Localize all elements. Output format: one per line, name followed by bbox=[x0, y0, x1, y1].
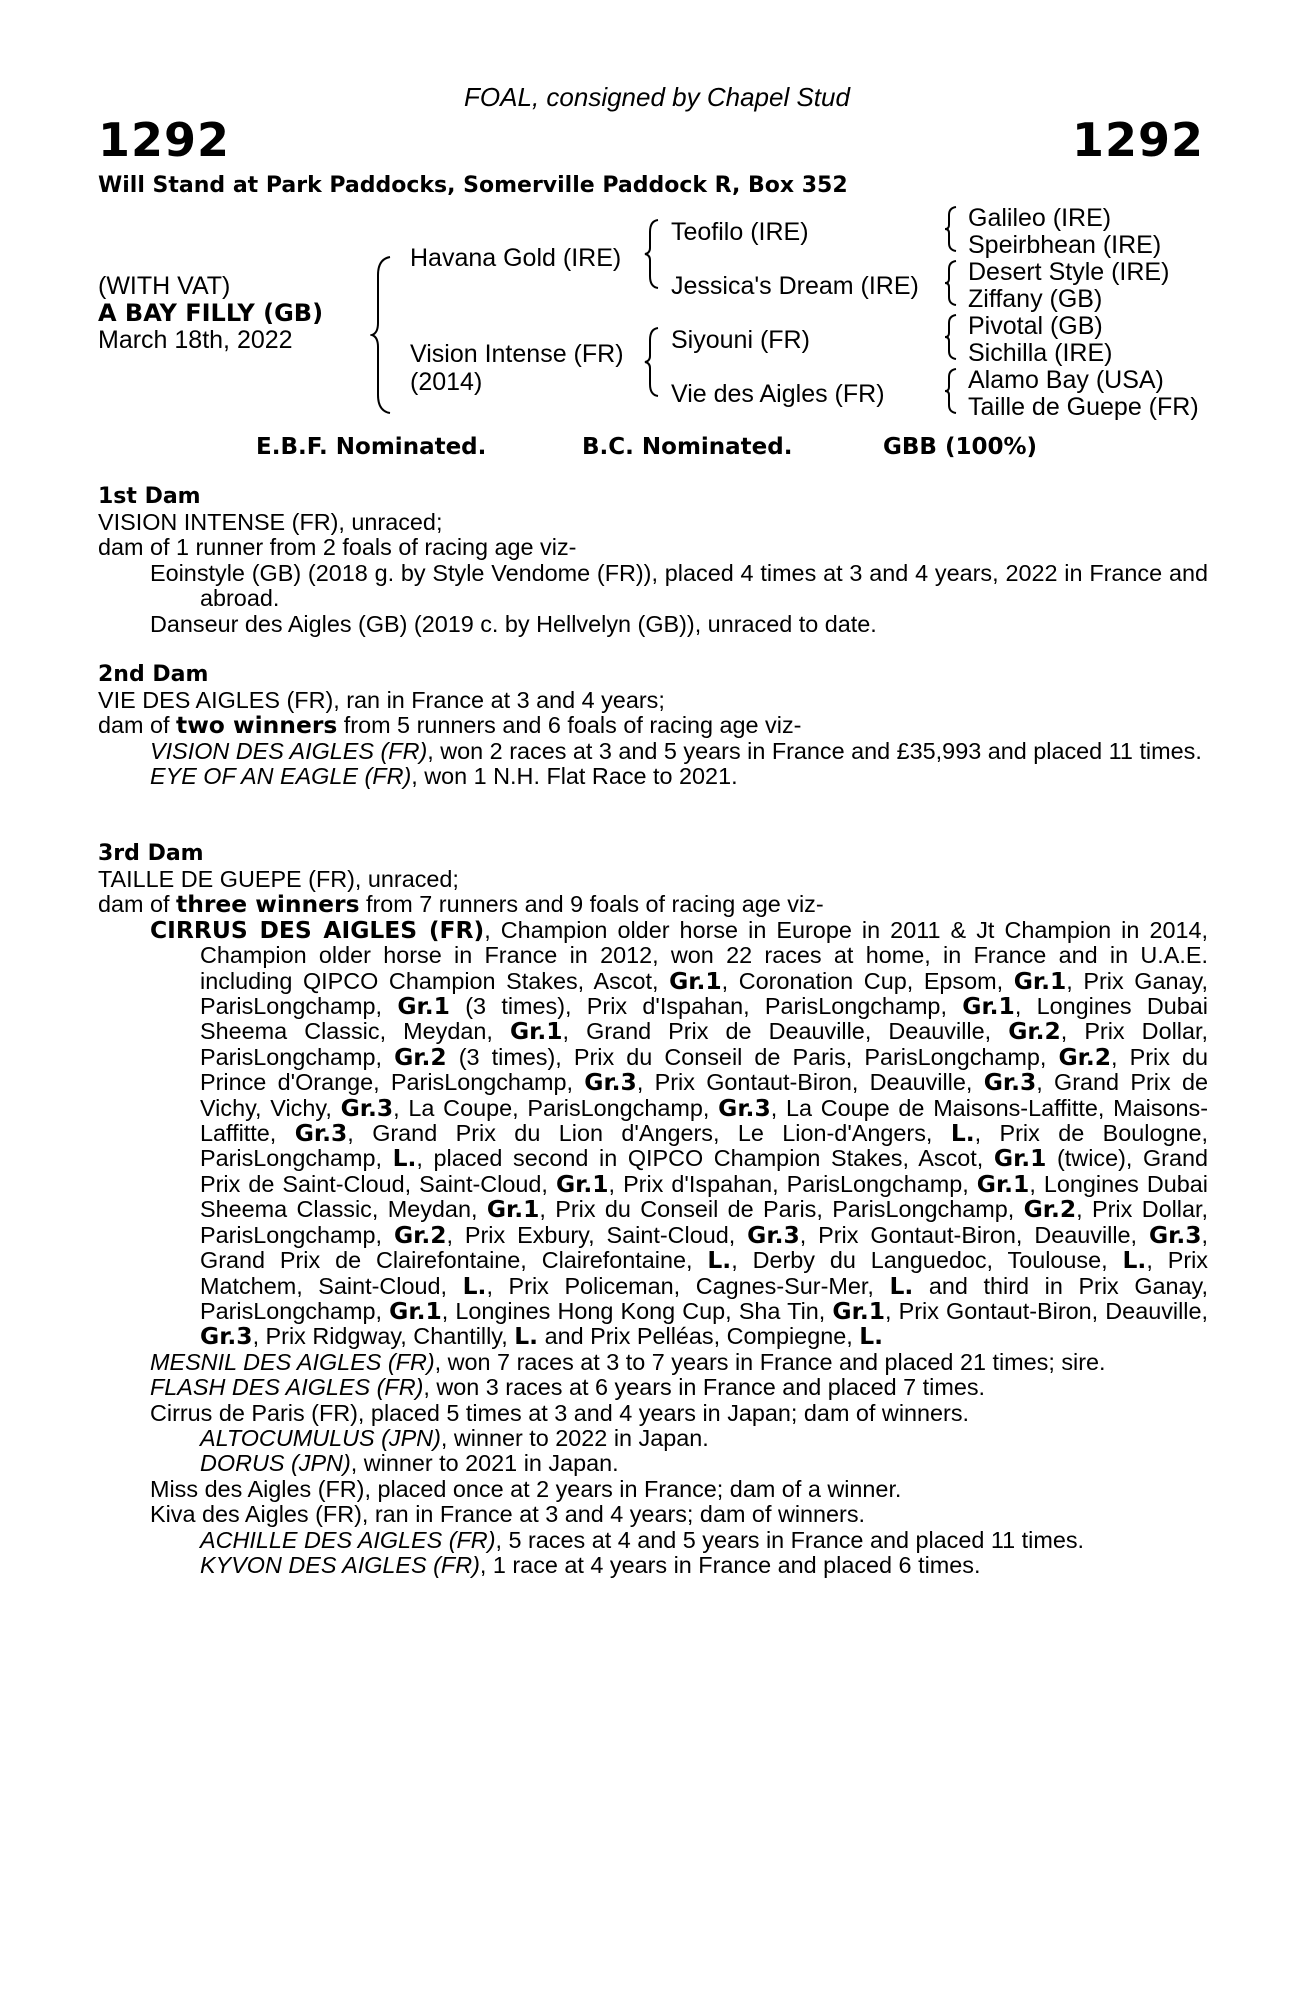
brace-sire-parents bbox=[644, 218, 660, 290]
race-record-text: , placed second in QIPCO Champion Stakes, Ascot, bbox=[416, 1145, 994, 1172]
race-record-text: , Prix Dollar, ParisLongchamp, bbox=[200, 1018, 1208, 1070]
race-grade: Gr.3 bbox=[200, 1322, 253, 1351]
produce-eoinstyle: Eoinstyle (GB) (2018 g. by Style Vendome (FR)), placed 4 times at 3 and 4 years, 2022 in France and abroad. bbox=[150, 559, 1208, 612]
race-grade: Gr.3 bbox=[340, 1093, 394, 1122]
brace-gen3-1 bbox=[944, 205, 958, 253]
race-grade: L. bbox=[950, 1119, 975, 1148]
lot-number-right: 1292 bbox=[1071, 113, 1204, 167]
race-grade: Gr.3 bbox=[718, 1093, 771, 1122]
produce-kyvon-des-aigles: KYVON DES AIGLES (FR), 1 race at 4 years in France and placed 6 times. bbox=[200, 1551, 981, 1578]
race-record-text: and third in Prix Ganay, ParisLongchamp, bbox=[200, 1272, 1209, 1324]
produce-mesnil-des-aigles: MESNIL DES AIGLES (FR), won 7 races at 3 to 7 years in France and placed 21 times; sire. bbox=[150, 1348, 1106, 1375]
race-record-text: , Prix Matchem, Saint-Cloud, bbox=[200, 1247, 1208, 1299]
pedigree-brace-main bbox=[370, 255, 394, 415]
race-record-text: , Prix Policeman, Cagnes-Sur-Mer, bbox=[486, 1272, 890, 1299]
race-grade: Gr.1 bbox=[962, 992, 1015, 1021]
produce-eye-of-an-eagle: EYE OF AN EAGLE (FR), won 1 N.H. Flat Race to 2021. bbox=[150, 763, 738, 790]
gbb-percentage: GBB (100%) bbox=[883, 434, 1038, 460]
race-grade: Gr.2 bbox=[1058, 1042, 1112, 1071]
vat-label: (WITH VAT) bbox=[98, 272, 231, 300]
race-record-text: , Coronation Cup, Epsom, bbox=[721, 967, 1014, 994]
race-grade: L. bbox=[859, 1322, 884, 1351]
gen3-speirbhean: Speirbhean (IRE) bbox=[968, 231, 1162, 259]
race-grade: L. bbox=[707, 1246, 732, 1275]
produce-cirrus-des-aigles: CIRRUS DES AIGLES (FR), Champion older horse in Europe in 2011 & Jt Champion in 2014, Champion older horse in France in 2012, won 22 races at home, in France and in U.A.E. including QIPCO Champion Stakes, Ascot, Gr.1, Coronation Cup, Epsom, Gr.1, Prix Ganay, ParisLongchamp, Gr.1 (3 times), Prix d'Ispahan, ParisLongchamp, Gr.1, Longines Dubai Sheema Classic, Meydan, Gr.1, Grand Prix de Deauville, Deauville, Gr.2, Prix Dollar, ParisLongchamp, Gr.2 (3 times), Prix du Conseil de Paris, ParisLongchamp, Gr.2, Prix du Prince d'Orange, ParisLongchamp, Gr.3, Prix Gontaut-Biron, Deauville, Gr.3, Grand Prix de Vichy, Vichy, Gr.3, La Coupe, ParisLongchamp, Gr.3, La Coupe de Maisons-Laffitte, Maisons-Laffitte, Gr.3, Grand Prix du Lion d'Angers, Le Lion-d'Angers, L., Prix de Boulogne, ParisLongchamp, L., placed second in QIPCO Champion Stakes, Ascot, Gr.1 (twice), Grand Prix de Saint-Cloud, Saint-Cloud, Gr.1, Prix d'Ispahan, ParisLongchamp, Gr.1, Longines Dubai Sheema Classic, Meydan, Gr.1, Prix du Conseil de Paris, ParisLongchamp, Gr.2, Prix Dollar, ParisLongchamp, Gr.2, Prix Exbury, Saint-Cloud, Gr.3, Prix Gontaut-Biron, Deauville, Gr.3, Grand Prix de Clairefontaine, Clairefontaine, L., Derby du Languedoc, Toulouse, L., Prix Matchem, Saint-Cloud, L., Prix Policeman, Cagnes-Sur-Mer, L. and third in Prix Ganay, ParisLongchamp, Gr.1, Longines Hong Kong Cup, Sha Tin, Gr.1, Prix Gontaut-Biron, Deauville, Gr.3, Prix Ridgway, Chantilly, L. and Prix Pelléas, Compiegne, L. bbox=[150, 915, 1209, 1351]
third-dam-heading: 3rd Dam bbox=[98, 841, 204, 866]
race-record-text: , La Coupe, ParisLongchamp, bbox=[393, 1094, 719, 1121]
race-grade: Gr.1 bbox=[976, 1169, 1030, 1198]
race-record-text: , Prix du Prince d'Orange, ParisLongchamp, bbox=[200, 1043, 1208, 1096]
first-dam-line: VISION INTENSE (FR), unraced; bbox=[98, 509, 443, 535]
sire-sire: Teofilo (IRE) bbox=[671, 218, 809, 246]
brace-dam-parents bbox=[644, 326, 660, 398]
race-record-text: , Grand Prix de Deauville, Deauville, bbox=[562, 1018, 1009, 1045]
race-record-text: , Prix Dollar, ParisLongchamp, bbox=[200, 1196, 1208, 1248]
gen3-pivotal: Pivotal (GB) bbox=[968, 312, 1103, 340]
lot-title: A BAY FILLY (GB) bbox=[98, 299, 324, 327]
second-dam-line: VIE DES AIGLES (FR), ran in France at 3 and 4 years; bbox=[98, 687, 665, 713]
foaling-date: March 18th, 2022 bbox=[98, 326, 293, 354]
race-grade: Gr.3 bbox=[983, 1068, 1037, 1097]
stand-info: Will Stand at Park Paddocks, Somerville Paddock R, Box 352 bbox=[98, 173, 848, 198]
race-grade: Gr.1 bbox=[832, 1296, 885, 1325]
gen3-galileo: Galileo (IRE) bbox=[968, 204, 1112, 232]
first-dam-heading: 1st Dam bbox=[98, 484, 201, 509]
race-grade: Gr.3 bbox=[294, 1119, 348, 1148]
race-record-text: and Prix Pelléas, Compiegne, bbox=[538, 1323, 860, 1350]
produce-danseur: Danseur des Aigles (GB) (2019 c. by Hellvelyn (GB)), unraced to date. bbox=[150, 610, 877, 637]
race-record-text: , La Coupe de Maisons-Laffitte, Maisons-Laffitte, bbox=[200, 1094, 1209, 1147]
brace-gen3-4 bbox=[944, 367, 958, 415]
race-record-text: , Prix Exbury, Saint-Cloud, bbox=[446, 1221, 748, 1248]
race-grade: Gr.1 bbox=[555, 1169, 609, 1198]
race-record-text: , Champion older horse in Europe in 2011 & Jt Champion in 2014, Champion older horse in France in 2012, won 22 races at home, in France and in U.A.E. including QIPCO Champion Stakes, Ascot, bbox=[200, 916, 1208, 994]
produce-cirrus-de-paris: Cirrus de Paris (FR), placed 5 times at 3 and 4 years in Japan; dam of winners. bbox=[150, 1399, 970, 1426]
race-grade: Gr.2 bbox=[1023, 1195, 1077, 1224]
race-grade: Gr.1 bbox=[669, 966, 722, 995]
third-dam-line: TAILLE DE GUEPE (FR), unraced; bbox=[98, 866, 459, 892]
race-record-text: , Grand Prix de Clairefontaine, Clairefontaine, bbox=[200, 1221, 1209, 1274]
second-dam-produce-summary: dam of two winners from 5 runners and 6 foals of racing age viz- bbox=[98, 711, 802, 740]
race-record-text: , Prix Gontaut-Biron, Deauville, bbox=[636, 1069, 984, 1096]
bc-nomination: B.C. Nominated. bbox=[582, 434, 793, 460]
produce-altocumulus: ALTOCUMULUS (JPN), winner to 2022 in Japan. bbox=[200, 1424, 709, 1451]
race-grade: L. bbox=[392, 1144, 417, 1173]
second-dam-heading: 2nd Dam bbox=[98, 662, 209, 687]
race-record-text: , Prix Gontaut-Biron, Deauville, bbox=[799, 1221, 1149, 1248]
dam-year: (2014) bbox=[410, 368, 483, 396]
race-grade: Gr.1 bbox=[389, 1296, 442, 1325]
race-record-text: , Longines Dubai Sheema Classic, Meydan, bbox=[200, 993, 1208, 1045]
consignment-line: FOAL, consigned by Chapel Stud bbox=[464, 82, 850, 112]
race-grade: Gr.1 bbox=[993, 1144, 1047, 1173]
race-record-text: , Grand Prix du Lion d'Angers, Le Lion-d'Angers, bbox=[347, 1120, 951, 1147]
race-record-text: (3 times), Prix d'Ispahan, ParisLongchamp, bbox=[449, 993, 963, 1020]
produce-flash-des-aigles: FLASH DES AIGLES (FR), won 3 races at 6 years in France and placed 7 times. bbox=[150, 1374, 986, 1401]
race-record-text: , Longines Hong Kong Cup, Sha Tin, bbox=[441, 1297, 833, 1324]
gen3-desert-style: Desert Style (IRE) bbox=[968, 258, 1170, 286]
brace-gen3-3 bbox=[944, 313, 958, 361]
race-grade: Gr.1 bbox=[1013, 966, 1067, 995]
produce-miss-des-aigles: Miss des Aigles (FR), placed once at 2 years in France; dam of a winner. bbox=[150, 1475, 902, 1502]
race-grade: L. bbox=[889, 1271, 914, 1300]
produce-dorus: DORUS (JPN), winner to 2021 in Japan. bbox=[200, 1450, 619, 1477]
race-record-text: , Prix Ganay, ParisLongchamp, bbox=[200, 967, 1208, 1020]
ebf-nomination: E.B.F. Nominated. bbox=[256, 434, 487, 460]
race-record-text: , Prix de Boulogne, ParisLongchamp, bbox=[200, 1120, 1208, 1172]
race-record-text: , Grand Prix de Vichy, Vichy, bbox=[200, 1069, 1208, 1121]
race-record-text: , Prix Ridgway, Chantilly, bbox=[252, 1323, 515, 1350]
race-grade: Gr.2 bbox=[1008, 1017, 1061, 1046]
sire-dam: Jessica's Dream (IRE) bbox=[671, 272, 919, 300]
race-record-text: , Longines Dubai Sheema Classic, Meydan, bbox=[200, 1170, 1208, 1223]
race-grade: L. bbox=[1122, 1246, 1147, 1275]
gen3-sichilla: Sichilla (IRE) bbox=[968, 339, 1113, 367]
gen3-taille-de-guepe: Taille de Guepe (FR) bbox=[968, 393, 1199, 421]
dam: Vision Intense (FR) bbox=[410, 340, 624, 368]
second-dam-section bbox=[98, 662, 1208, 790]
first-dam-produce-summary: dam of 1 runner from 2 foals of racing age viz- bbox=[98, 534, 577, 561]
produce-achille-des-aigles: ACHILLE DES AIGLES (FR), 5 races at 4 and 5 years in France and placed 11 times. bbox=[200, 1526, 1085, 1553]
race-record-text: , Prix Gontaut-Biron, Deauville, bbox=[884, 1297, 1209, 1324]
race-grade: Gr.1 bbox=[397, 992, 450, 1021]
race-grade: Gr.3 bbox=[1148, 1220, 1202, 1249]
race-grade: Gr.2 bbox=[394, 1042, 447, 1071]
race-grade: Gr.1 bbox=[509, 1017, 563, 1046]
race-record-text: (3 times), Prix du Conseil de Paris, ParisLongchamp, bbox=[446, 1043, 1059, 1070]
produce-kiva-des-aigles: Kiva des Aigles (FR), ran in France at 3 and 4 years; dam of winners. bbox=[150, 1501, 866, 1528]
third-dam-produce-summary: dam of three winners from 7 runners and 9 foals of racing age viz- bbox=[98, 890, 824, 919]
race-grade: Gr.1 bbox=[486, 1195, 540, 1224]
race-record-text: , Prix d'Ispahan, ParisLongchamp, bbox=[608, 1170, 977, 1197]
race-grade: Gr.3 bbox=[747, 1220, 800, 1249]
produce-vision-des-aigles: VISION DES AIGLES (FR), won 2 races at 3 and 5 years in France and £35,993 and placed 11 times. bbox=[150, 737, 1202, 764]
lot-number-left: 1292 bbox=[98, 113, 231, 167]
sire: Havana Gold (IRE) bbox=[410, 244, 622, 272]
race-record-text: , Derby du Languedoc, Toulouse, bbox=[731, 1247, 1123, 1274]
gen3-ziffany: Ziffany (GB) bbox=[968, 285, 1103, 313]
race-record-text: (twice), Grand Prix de Saint-Cloud, Saint-Cloud, bbox=[200, 1145, 1208, 1197]
race-grade: Gr.2 bbox=[393, 1220, 447, 1249]
third-dam-section bbox=[98, 841, 1208, 1578]
gen3-alamo-bay: Alamo Bay (USA) bbox=[968, 366, 1164, 394]
race-grade: L. bbox=[514, 1322, 539, 1351]
race-grade: Gr.3 bbox=[584, 1068, 637, 1097]
dam-dam: Vie des Aigles (FR) bbox=[671, 380, 885, 408]
race-record-text: , Prix du Conseil de Paris, ParisLongchamp, bbox=[539, 1196, 1024, 1223]
race-grade: L. bbox=[462, 1271, 487, 1300]
brace-gen3-2 bbox=[944, 259, 958, 307]
dam-sire: Siyouni (FR) bbox=[671, 326, 810, 354]
first-dam-section bbox=[98, 484, 1208, 637]
